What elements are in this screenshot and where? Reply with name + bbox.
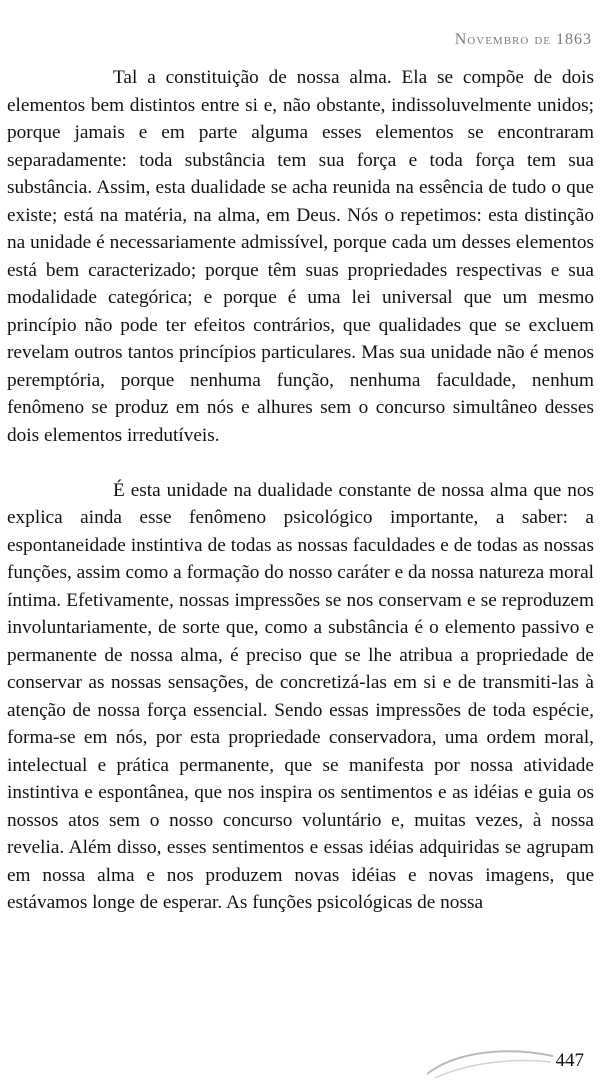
page-body: [7, 64, 594, 917]
page-number: 447: [555, 1050, 584, 1071]
running-header: Novembro de 1863: [454, 31, 592, 48]
decorative-swoosh-ornament: [425, 1042, 555, 1082]
paragraph-1: Tal a constituição de nossa alma. Ela se compõe de dois elementos bem distintos entre si e, não obstante, indissoluvelmente unidos; porque jamais e em parte alguma esses elementos se encontraram separadamente: toda substância tem sua força e toda força tem sua substância. Assim, esta dualidade se acha reunida na essência de tudo o que existe; está na matéria, na alma, em Deus. Nós o repetimos: esta distinção na unidade é necessariamente admissível, porque cada um desses elementos está bem caracterizado; porque têm suas propriedades respectivas e sua modalidade categórica; e porque é uma lei universal que um mesmo princípio não pode ter efeitos contrários, que qualidades que se excluem revelam outros tantos princípios particulares. Mas sua unidade não é menos peremptória, porque nenhuma função, nenhuma faculdade, nenhum fenômeno se produz em nós e alhures sem o concurso simultâneo desses dois elementos irredutíveis.: [7, 67, 594, 446]
paragraph-2: É esta unidade na dualidade constante de nossa alma que nos explica ainda esse fenômeno psicológico importante, a saber: a espontaneidade instintiva de todas as nossas faculdades e de todas as nossas funções, assim como a formação do nosso caráter e da nossa natureza moral íntima. Efetivamente, nossas impressões se nos conservam e se reproduzem involuntariamente, de sorte que, como a substância é o elemento passivo e permanente de nossa alma, é preciso que se lhe atribua a propriedade de conservar as nossas sensações, de concretizá-las em si e de transmiti-las à atenção de nossa força essencial. Sendo essas impressões de toda espécie, forma-se em nós, por esta propriedade conservadora, uma ordem moral, intelectual e prática permanente, que se manifesta por nossa atividade instintiva e espontânea, que nos inspira os sentimentos e as idéias e guia os nossos atos sem o nosso concurso voluntário e, muitas vezes, à nossa revelia. Além disso, esses sentimentos e essas idéias adquiridas se agrupam em nossa alma e nos produzem novas idéias e novas imagens, que estávamos longe de esperar. As funções psicológicas de nossa: [7, 479, 594, 913]
